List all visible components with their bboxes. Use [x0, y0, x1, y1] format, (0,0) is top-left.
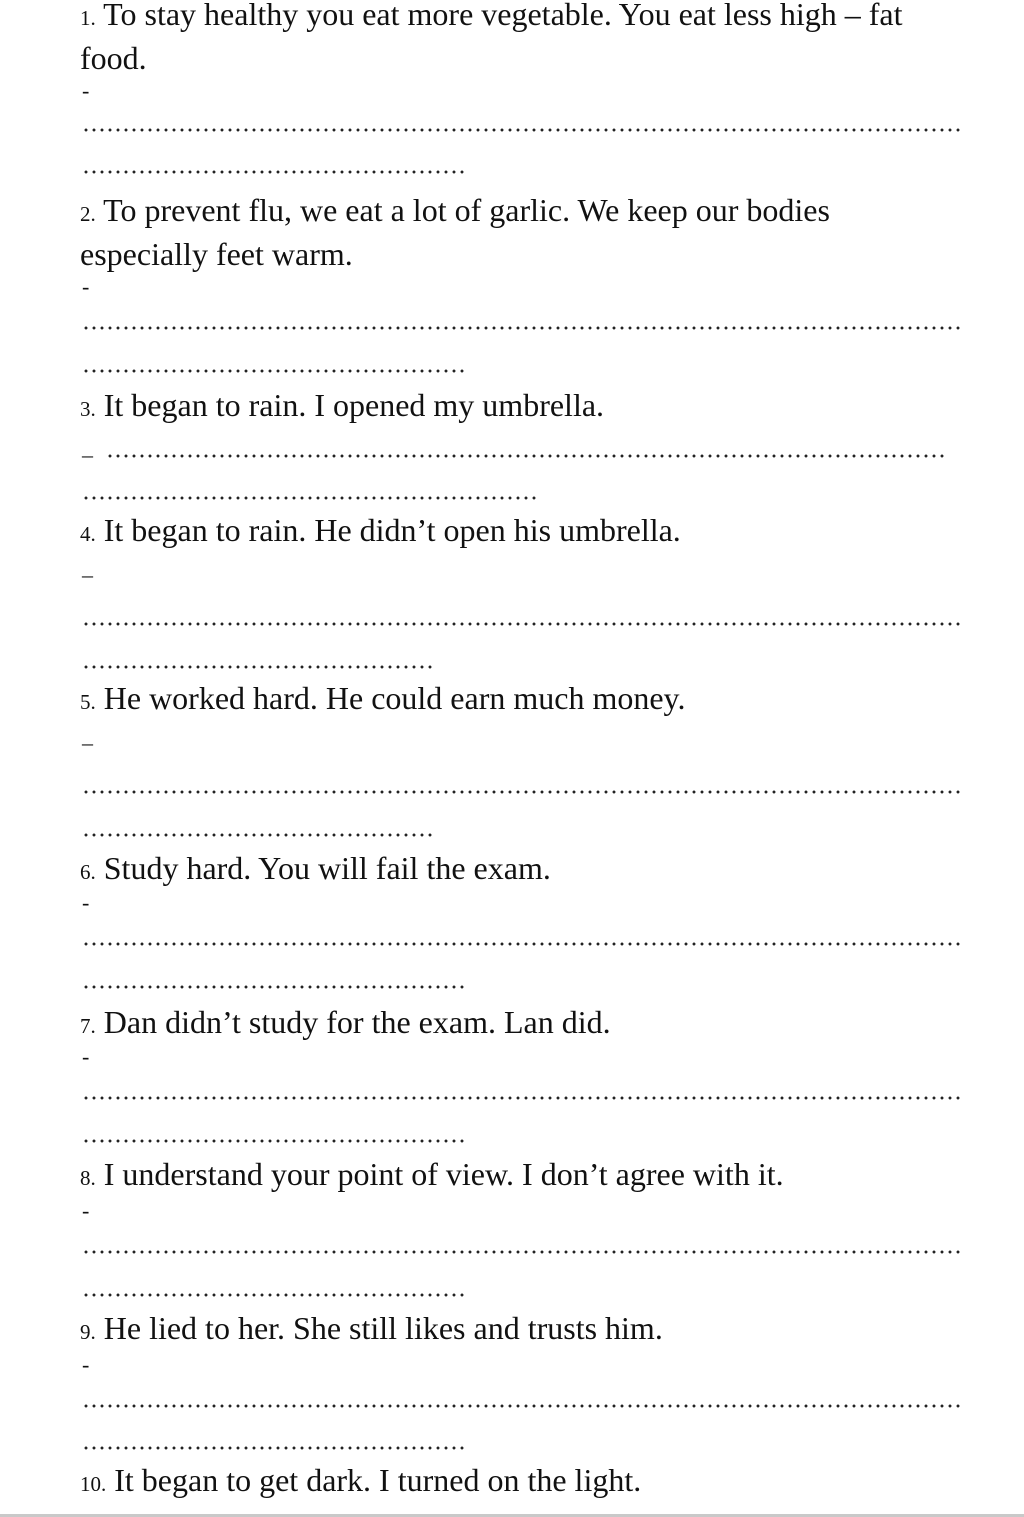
answer-dash: - [82, 1198, 90, 1223]
exercise-prompt [80, 1154, 960, 1198]
answer-line[interactable] [82, 665, 432, 669]
exercise-prompt [80, 510, 960, 554]
exercise-prompt [80, 1308, 960, 1352]
exercise-prompt [80, 385, 960, 429]
exercise-text: Dan didn’t study for the exam. Lan did. [103, 1004, 611, 1040]
exercise-text: To stay healthy you eat more vegetable. You eat less high – fat food. [80, 0, 903, 76]
answer-line[interactable] [106, 454, 944, 458]
answer-line[interactable] [82, 1139, 468, 1143]
exercise-text: He lied to her. She still likes and trusts him. [103, 1310, 663, 1346]
exercise-text: It began to rain. I opened my umbrella. [103, 387, 605, 423]
exercise-text: Study hard. You will fail the exam. [103, 850, 551, 886]
exercise-number: 5. [80, 690, 96, 714]
exercise-text: To prevent flu, we eat a lot of garlic. We keep our bodies especially feet warm. [80, 192, 830, 272]
exercise-number: 6. [80, 860, 96, 884]
answer-line[interactable] [82, 790, 962, 794]
answer-dash: - [82, 1044, 90, 1069]
answer-dash: - [82, 274, 90, 299]
answer-line[interactable] [82, 1250, 962, 1254]
exercise-text: It began to get dark. I turned on the light. [114, 1462, 642, 1498]
answer-line[interactable] [82, 833, 432, 837]
answer-line[interactable] [82, 985, 468, 989]
exercise-number: 10. [80, 1472, 107, 1496]
answer-dash: – [82, 730, 93, 755]
answer-line[interactable] [82, 622, 962, 626]
exercise-number: 4. [80, 522, 96, 546]
exercise-number: 1. [80, 6, 96, 30]
answer-line[interactable] [82, 942, 962, 946]
answer-dash: - [82, 890, 90, 915]
exercise-number: 7. [80, 1014, 96, 1038]
answer-line[interactable] [82, 496, 538, 500]
exercise-number: 9. [80, 1320, 96, 1344]
answer-dash: – [82, 562, 93, 587]
exercise-prompt [80, 848, 960, 892]
exercise-text: I understand your point of view. I don’t agree with it. [103, 1156, 784, 1192]
answer-dash: – [82, 442, 93, 467]
answer-line[interactable] [82, 369, 468, 373]
exercise-number: 3. [80, 397, 96, 421]
exercise-number: 8. [80, 1166, 96, 1190]
answer-line[interactable] [82, 128, 962, 132]
answer-line[interactable] [82, 1404, 962, 1408]
exercise-text: It began to rain. He didn’t open his umbrella. [103, 512, 681, 548]
answer-dash: - [82, 1352, 90, 1377]
answer-line[interactable] [82, 1446, 468, 1450]
answer-dash: - [82, 78, 90, 103]
exercise-prompt [80, 1002, 960, 1046]
exercise-prompt [80, 190, 960, 274]
exercise-prompt [80, 1460, 960, 1504]
exercise-prompt [80, 678, 960, 722]
answer-line[interactable] [82, 326, 962, 330]
answer-line[interactable] [82, 1293, 468, 1297]
answer-line[interactable] [82, 1096, 962, 1100]
exercise-number: 2. [80, 202, 96, 226]
exercise-prompt [80, 0, 960, 78]
answer-line[interactable] [82, 170, 468, 174]
exercise-text: He worked hard. He could earn much money. [103, 680, 686, 716]
